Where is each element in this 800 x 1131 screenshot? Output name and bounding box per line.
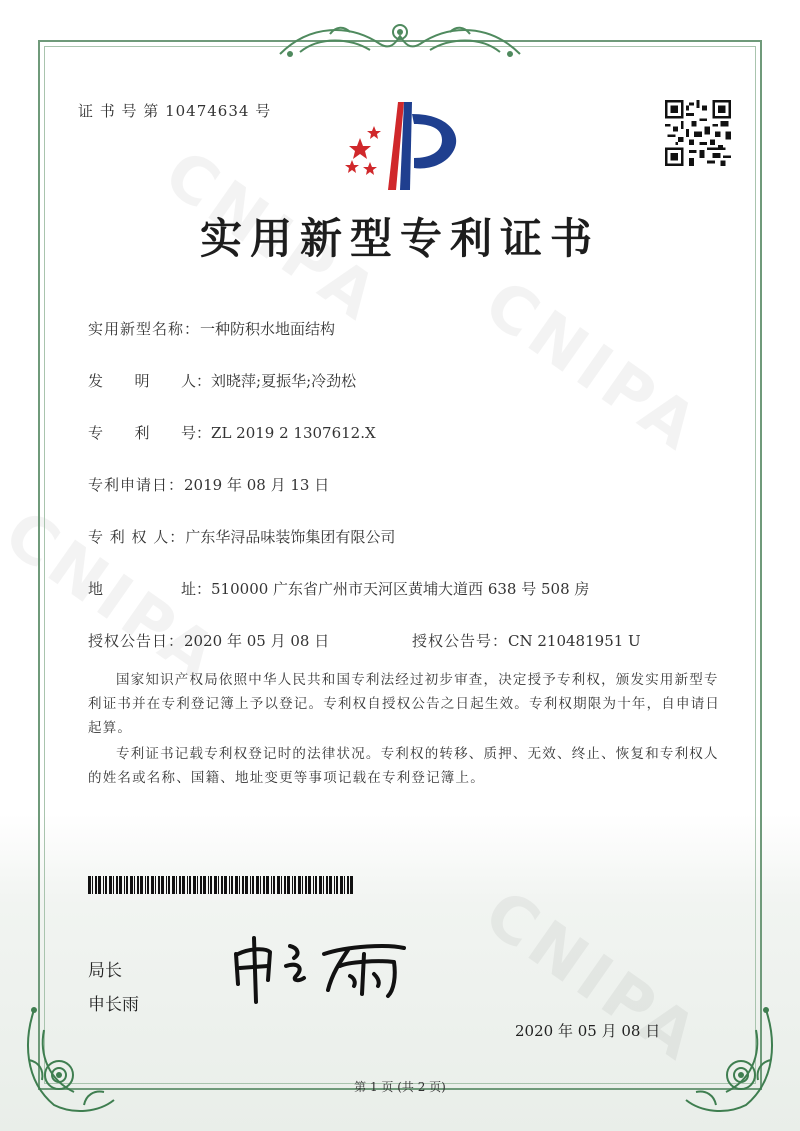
inventor-value: 刘晓萍;夏振华;冷劲松	[211, 372, 357, 390]
application-date-label: 专利申请日：	[88, 476, 185, 494]
director-title: 局长	[88, 961, 122, 981]
page-title: 实用新型专利证书	[199, 214, 600, 263]
inner-border	[44, 46, 756, 1084]
signature-icon	[228, 932, 413, 1007]
director-name: 申长雨	[88, 995, 139, 1015]
inventor-row: 发 明 人 ：刘晓萍;夏振华;冷劲松	[88, 372, 357, 390]
application-date-value: 2019 年 08 月 13 日	[184, 476, 330, 494]
utility-name-row	[88, 318, 335, 339]
grant-number-label: 授权公告号：	[412, 632, 509, 650]
patent-number-value: ZL 2019 2 1307612.X	[211, 424, 376, 442]
certificate-number: 证 书 号 第 10474634 号	[78, 102, 272, 120]
barcode-icon	[88, 876, 356, 894]
address-label: 地 址	[88, 580, 196, 598]
utility-name-value: 一种防积水地面结构	[200, 320, 336, 338]
top-ornament-icon	[270, 14, 530, 64]
patentee-value: 广东华浔品味装饰集团有限公司	[185, 528, 396, 546]
statement-paragraph: 国家知识产权局依照中华人民共和国专利法经过初步审查，决定授予专利权，颁发实用新型专利证书并在专利登记簿上予以登记。专利权自授权公告之日起生效。专利权期限为十年，自申请日起算。	[88, 672, 721, 736]
application-date-row	[88, 474, 329, 495]
statement-paragraph: 专利证书记载专利权登记时的法律状况。专利权的转移、质押、无效、终止、恢复和专利权人的姓名或名称、国籍、地址变更等事项记载在专利登记簿上。	[88, 746, 719, 786]
page-indicator: 第 1 页 (共 2 页)	[354, 1080, 446, 1094]
grant-number-value: CN 210481951 U	[508, 632, 641, 650]
qr-code-icon	[665, 100, 731, 166]
patent-number-label: 专 利 号	[88, 424, 196, 442]
cnipa-logo-icon	[338, 98, 466, 198]
grant-date-row	[88, 630, 329, 651]
grant-date-value: 2020 年 05 月 08 日	[184, 632, 330, 650]
bottom-right-ornament-icon	[676, 1000, 786, 1120]
grant-date-label: 授权公告日：	[88, 632, 185, 650]
grant-number-row	[412, 630, 641, 651]
patentee-label: 专 利 权 人：	[88, 528, 186, 546]
issue-date: 2020 年 05 月 08 日	[515, 1022, 661, 1040]
address-value: 510000 广东省广州市天河区黄埔大道西 638 号 508 房	[211, 580, 590, 598]
patent-number-row: 专 利 号 ：ZL 2019 2 1307612.X	[88, 424, 376, 442]
patentee-row	[88, 526, 395, 547]
inventor-label: 发 明 人	[88, 372, 196, 390]
address-row: 地 址 ：510000 广东省广州市天河区黄埔大道西 638 号 508 房	[88, 580, 590, 598]
bottom-left-ornament-icon	[14, 1000, 124, 1120]
utility-name-label: 实用新型名称：	[88, 320, 201, 338]
